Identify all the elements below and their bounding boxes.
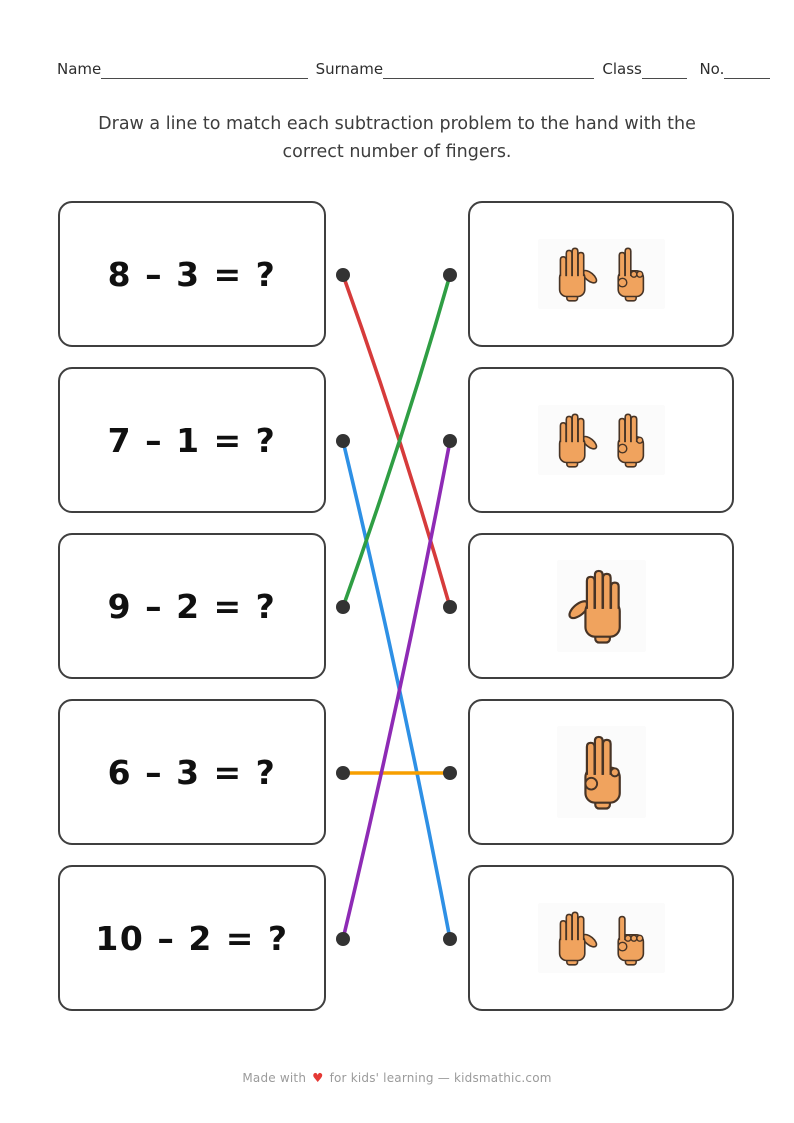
hands-group	[538, 903, 665, 973]
match-dot-right-1[interactable]	[443, 434, 457, 448]
problem-card-1	[58, 367, 326, 513]
match-line-blue	[343, 441, 450, 939]
heart-icon: ♥	[312, 1070, 324, 1085]
answer-card-2-showing-5-fingers	[468, 533, 734, 679]
no-fill-line	[724, 64, 770, 79]
problem-card-3	[58, 699, 326, 845]
name-fill-line	[101, 64, 307, 79]
match-dot-right-3[interactable]	[443, 766, 457, 780]
match-line-green	[343, 275, 450, 607]
footer-credit	[0, 1070, 794, 1085]
problem-card-0	[58, 201, 326, 347]
hands-group	[557, 560, 646, 652]
match-dot-left-2[interactable]	[336, 600, 350, 614]
problem-text-1: 7 – 1 = ?	[107, 420, 277, 460]
name-label: Name	[57, 60, 102, 78]
answer-card-1-showing-8-fingers	[468, 367, 734, 513]
hand-5-fingers-icon	[546, 244, 600, 304]
answers-column	[468, 201, 734, 1011]
answer-card-4-showing-6-fingers	[468, 865, 734, 1011]
instructions-line-1: Draw a line to match each subtraction problem to the hand with the	[98, 114, 696, 134]
problem-text-4: 10 – 2 = ?	[95, 918, 289, 958]
hand-2-fingers-icon	[603, 244, 657, 304]
surname-fill-line	[383, 64, 594, 79]
problem-text-0: 8 – 3 = ?	[107, 254, 277, 294]
match-dot-left-4[interactable]	[336, 932, 350, 946]
footer-text-after: for kids' learning — kidsmathic.com	[329, 1071, 552, 1085]
match-dot-left-3[interactable]	[336, 766, 350, 780]
answer-card-3-showing-3-fingers	[468, 699, 734, 845]
hand-5-fingers-icon	[565, 565, 638, 647]
problem-text-2: 9 – 2 = ?	[107, 586, 277, 626]
hand-3-fingers-icon	[603, 410, 657, 470]
answer-card-0-showing-7-fingers	[468, 201, 734, 347]
problems-column	[58, 201, 326, 1011]
hands-group	[538, 405, 665, 475]
no-label: No.	[699, 60, 725, 78]
match-dot-left-0[interactable]	[336, 268, 350, 282]
hand-3-fingers-icon	[565, 731, 638, 813]
class-fill-line	[642, 64, 688, 79]
problem-card-2	[58, 533, 326, 679]
hand-1-fingers-icon	[603, 908, 657, 968]
problem-card-4	[58, 865, 326, 1011]
header-fields	[57, 62, 770, 79]
footer-text-before: Made with	[242, 1071, 307, 1085]
instructions-text	[40, 110, 754, 167]
hand-5-fingers-icon	[546, 410, 600, 470]
class-label: Class	[602, 60, 642, 78]
surname-label: Surname	[315, 60, 384, 78]
hand-5-fingers-icon	[546, 908, 600, 968]
match-line-red	[343, 275, 450, 607]
match-line-purple	[343, 441, 450, 939]
hands-group	[557, 726, 646, 818]
match-dot-right-2[interactable]	[443, 600, 457, 614]
match-dot-right-4[interactable]	[443, 932, 457, 946]
match-dot-right-0[interactable]	[443, 268, 457, 282]
hands-group	[538, 239, 665, 309]
instructions-line-2: correct number of fingers.	[282, 142, 512, 163]
match-dot-left-1[interactable]	[336, 434, 350, 448]
problem-text-3: 6 – 3 = ?	[107, 752, 277, 792]
